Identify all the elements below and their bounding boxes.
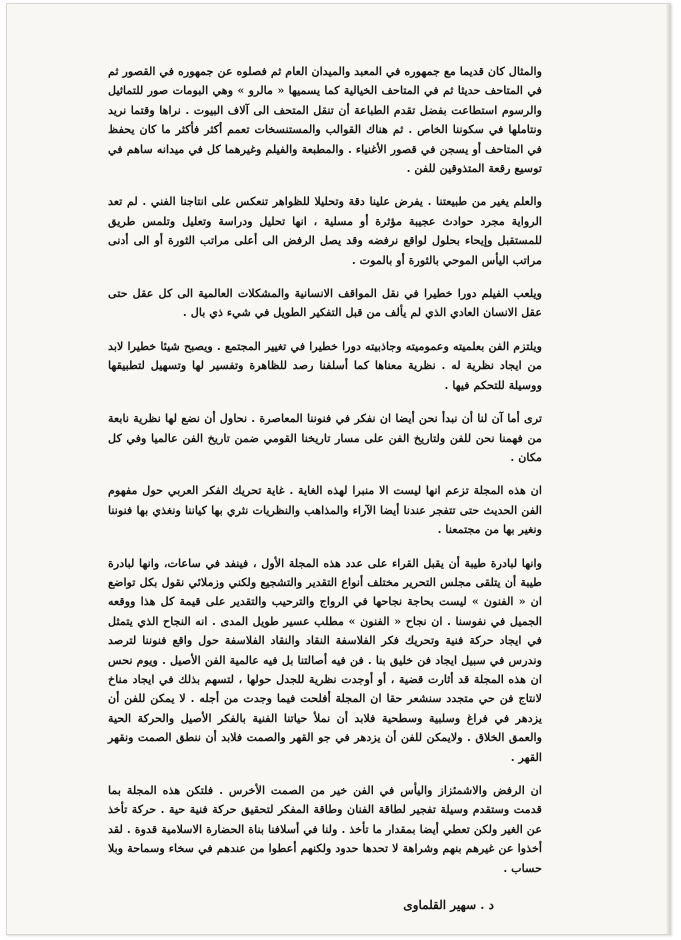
paragraph-3: ويلعب الفيلم دورا خطيرا في نقل المواقف الانسانية والمشكلات العالمية الى كل عقل حتى عقل الانسان العادي الذي لم يألف من قبل التفكير الطويل في شيء ذي بال . [108, 286, 542, 320]
author-signature: د . سهير القلماوى [403, 898, 494, 913]
paragraph-8: ان الرفض والاشمئزاز واليأس في الفن خير من الصمت الأخرس . فلتكن هذه المجلة بما قدمت وستقدم وسيلة تفجير لطاقة الفنان وطاقة المفكر لتحقيق حركة فنية حية . حركة تأخذ عن الغير ولكن تعطي أيضا بمقدار ما تأخذ . ولنا في أسلافنا بناة الحضارة الاسلامية قدوة . لقد أخذوا عن غيرهم بنهم وشراهة لا تحدها حدود ولكنهم أعطوا من عندهم في سخاء وسماحة وبلا حساب . [108, 783, 542, 875]
paragraph-1: والمثال كان قديما مع جمهوره في المعبد والميدان العام ثم فصلوه عن جمهوره في القصور ثم في المتاحف حديثا ثم في المتاحف الخيالية كما يسميها « مالرو » وهي البومات صور للتماثيل والرسوم استطاعت بفضل تقدم الطباعة أن تنقل المتحف الى آلاف البيوت . نراها وقتما نريد ونتاملها في سكوننا الخاص . ثم هناك القوالب والمستنسخات تعمم أكثر فأكثر ما كان يحفظ في المتاحف أو يسجن في قصور الأغنياء . والمطبعة والفيلم وغيرهما كل في ميدانه ساهم في توسيع رقعة المتذوقين للفن . [108, 64, 542, 176]
paragraph-5: ترى أما آن لنا أن نبدأ نحن أيضا ان نفكر في فنوننا المعاصرة . نحاول أن نضع لها نظرية نابعة من فهمنا نحن للفن ولتاريخ الفن على مسار تاريخنا القومي ضمن تاريخ الفن عالميا وفي كل مكان . [108, 411, 542, 464]
paragraph-2: والعلم يغير من طبيعتنا . يفرض علينا دقة وتحليلا للظواهر تنعكس على انتاجنا الفني . لم تعد الرواية مجرد حوادث عجيبة مؤثرة أو مسلية ، انها تحليل ودراسة وتعليل وتلمس طريق للمستقبل وإيحاء بحلول لواقع نرفضه وقد يصل الرفض الى أعلى مراتب الثورة أو الى أدنى مراتب اليأس الموحي بالثورة أو بالموت . [108, 194, 542, 267]
paragraph-7: وانها لبادرة طيبة أن يقبل القراء على عدد هذه المجلة الأول ، فينفد في ساعات، وانها لبادرة طيبة أن يتلقى مجلس التحرير مختلف أنواع التقدير والتشجيع ولكني وزملائي نقول بكل تواضع ان « الفنون » ليست بحاجة نجاحها في الرواج والترحيب والتقدير على قيمة كل هذا ووقعه الجميل في نفوسنا . ان نجاح « الفنون » مطلب عسير طويل المدى . انه النجاح الذي يتمثل في ايجاد حركة فنية وتحريك فكر الفلاسفة النقاد والنقاد الفلاسفة حول واقع فنوننا لترصد وندرس في سبيل ايجاد فن خليق بنا . فن فيه أصالتنا بل فيه عالمية الفن الأصيل . ويوم نحس ان هذه المجلة قد أثارت قضية ، أو أوجدت نظرية للجدل حولها ، لتسهم بذلك في ايجاد مناخ لانتاج فن حي متجدد سنشعر حقا ان المجلة أفلحت فيما وجدت من أجله . لا يمكن للفن أن يزدهر في فراغ وسلبية وسطحية فلابد أن نملأ حياتنا الفنية بالفكر الأصيل والحركة الحية والعمق الخلاق . ولايمكن للفن أن يزدهر في جو القهر والصمت فلابد أن ننطق الصمت ونقهر القهر . [108, 555, 542, 764]
page-edge-shadow [666, 4, 670, 934]
paragraph-4: ويلتزم الفن بعلميته وعموميته وجاذبيته دورا خطيرا في تغيير المجتمع . ويصبح شيئا خطيرا لابد من ايجاد نظرية له . نظرية معناها كما أسلفنا رصد للظاهرة وتفسير لها وتسهيل لتطبيقها ووسيلة للتحكم فيها . [108, 338, 542, 392]
paragraph-6: ان هذه المجلة تزعم انها ليست الا منبرا لهذه الغاية . غاية تحريك الفكر العربي حول مفهوم الفن الحديث حتى تتفجر عندنا أيضا الآراء والمذاهب والنظريات نثري بها كياننا ونغذي بها فنوننا ونغير بها من مجتمعنا . [108, 483, 542, 537]
article-body [108, 62, 542, 915]
